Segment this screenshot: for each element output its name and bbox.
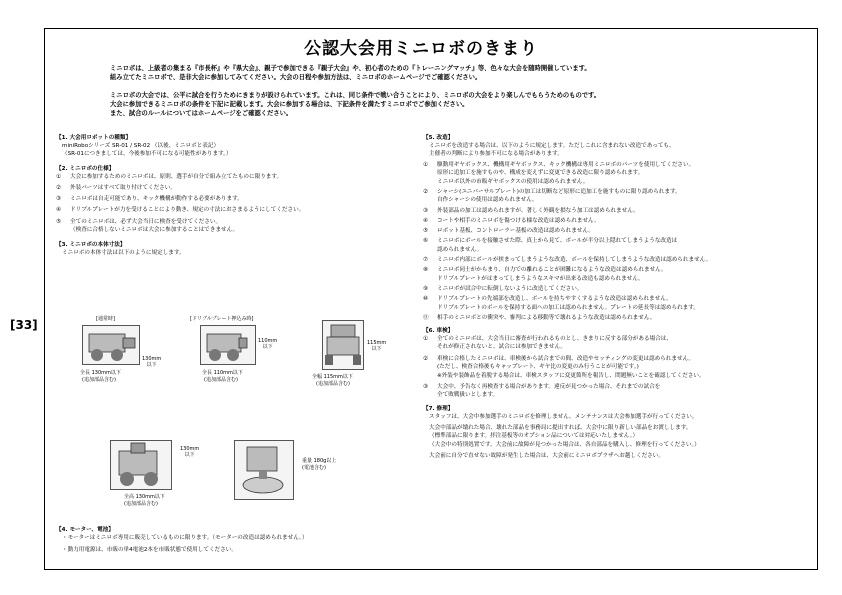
- list-item: ① 駆動用ギヤボックス、機構用ギヤボックス、キック機構は専用ミニロボのパーツを使用してください。: [423, 161, 695, 168]
- dimension-label: 130mm 以下: [180, 446, 200, 458]
- section-1-heading: 【1. 大会用ロボットの種類】: [56, 135, 132, 141]
- list-item: ① 全てのミニロボは、大会当日に審査が行われるものとし、きまりに反する部分がある場合は、: [423, 335, 672, 342]
- figure-caption: (追加部品含む): [316, 381, 350, 387]
- list-item: ⑤ ロボット基板、コントローラー基板の改造は認められません。: [423, 228, 594, 235]
- robot-pressed-photo: [200, 325, 256, 365]
- page-number: [33]: [10, 318, 38, 332]
- list-item-sub: ミニロボ以外の市販ギヤボックスの使用は認められません。: [437, 178, 589, 185]
- section-1-line: miniRoboシリーズ SR-01 / SR-02 （以後、ミニロボと表記）: [62, 143, 220, 150]
- list-item-sub: 全て敗戦扱いとします。: [437, 392, 499, 399]
- section-3-heading: 【3. ミニロボの本体寸法】: [56, 241, 126, 248]
- figure-caption: 全幅 115mm以下: [312, 374, 353, 380]
- list-item: ⑨ ミニロボが試合中に転倒しないように改造してください。: [423, 286, 583, 293]
- figure-caption: (追加部品含む): [82, 377, 116, 383]
- section-2-heading: 【2. ミニロボの仕様】: [56, 165, 115, 172]
- intro-line-4: 大会に参加できるミニロボの条件を下記に記載します。大会に参加する場合は、下記条件を満たすミニロボでご参加ください。: [110, 101, 469, 108]
- list-item-sub: 認められません。: [437, 246, 483, 253]
- list-item-sub: ドリブルプレートのボールを保持する面への加工は認められません。プレートの延長等は認められます。: [437, 305, 700, 312]
- list-item: ② 外装パーツはすべて取り付けてください。: [56, 185, 176, 192]
- list-item-sub: 自作シャーシの使用は認められません。: [437, 197, 538, 204]
- intro-line-1: ミニロボは、上級者の集まる『市長杯』や『県大会』、親子で参加できる『親子大会』や、初心者のための『トレーニングマッチ』等、色々な大会を随時開催しています。: [110, 65, 591, 72]
- list-item: ⑥ ミニロボにボールを接触させた際、真上から見て、ボールが半分以上隠れてしまうような改造は: [423, 238, 678, 245]
- section-6-heading: 【6. 車検】: [423, 327, 454, 334]
- section-1-line: （SR-01につきましては、今後参加不可になる可能性があります。）: [62, 151, 232, 158]
- section-4: [56, 524, 416, 555]
- section-3-intro: ミニロボの本体寸法は以下のように規定します。: [62, 249, 185, 256]
- section-7-line: 大会前に自分で直せない故障が発生した場合は、大会前にミニロボプラザへお越しください。: [429, 452, 664, 459]
- section-7-line: （標準部品に限ります。拝注基板等のオプション品については対応いたしません。）: [429, 433, 639, 440]
- section-4-heading: 【4. モーター、電池】: [56, 527, 114, 533]
- page-title: 公認大会用ミニロボのきまり: [304, 39, 538, 59]
- list-item: ② シャーシ(ユニバーサルプレート)の加工は切断など原形に追加工を施すものに限り認められます。: [423, 188, 681, 195]
- list-item: ④ コートや相手のミニロボを傷つける様な改造は認められません。: [423, 217, 600, 224]
- section-7-heading: 【7. 修理】: [423, 405, 454, 412]
- figure-caption: 重量 180g以上: [302, 458, 337, 464]
- list-item: ③ 外装部品の加工は認められますが、著しく外観を損なう加工は認められません。: [423, 207, 639, 214]
- list-item: ② 車検に合格したミニロボは、車検後から試合までの間、改造やセッティングの変更は認められません。: [423, 355, 695, 362]
- list-item-sub: （検査に合格しないミニロボは大会に参加することはできません。: [70, 227, 239, 234]
- robot-weight-photo: [234, 440, 294, 500]
- figure-caption: (電池含む): [302, 465, 326, 471]
- figure-caption: 全長 130mm以下: [80, 370, 121, 376]
- intro-line-2: 組み立てたミニロボで、是非大会に参加してみてください。大会の日程や参加方法は、ミニロボのホームページでご確認ください。: [110, 74, 482, 81]
- section-4-line: ・動力用電源は、市販の単4電池2本を市販状態で使用してください。: [62, 547, 237, 554]
- list-item-sub: ドリブルプレートがはまってしまうようなスキマが出来る改造も認められません。: [437, 276, 644, 283]
- figure-caption: 全高 130mm以下: [124, 494, 165, 500]
- intro-line-3: ミニロボの大会では、公平に試合を行うためにきまりが設けられています。これは、同じ条件で戦い合うことにより、ミニロボの大会をより楽しんでもらうためのものです。: [110, 92, 601, 99]
- section-5-heading: 【5. 改造】: [423, 135, 454, 141]
- figure-caption: (追加部品含む): [204, 377, 238, 383]
- section-5-intro: ミニロボを改造する場合は、以下のように規定します。ただしこれに含まれない改造であっても、: [429, 143, 675, 150]
- list-item: ④ ドリブルプレートが力を受けることにより動き、規定の寸法におさまるようにしてください。: [56, 207, 305, 214]
- list-item-sub: ※外装や装飾品を着脱する場合は、車検スタッフに変更箇所を報告し、問題無いことを確認してください。: [437, 372, 705, 379]
- left-column: [56, 132, 406, 257]
- figure-label: [ドリブルプレート押込み時]: [190, 316, 254, 322]
- list-item: ⑩ ドリブルプレートの先端部を改造し、ボールを持ちやすくするような改造は認められません。: [423, 296, 672, 303]
- dimension-label: 130mm 以下: [142, 356, 162, 368]
- figure-label: [通常時]: [96, 316, 115, 322]
- list-item-sub: それが修正されないと、試合には参加できません。: [437, 344, 566, 351]
- dimension-label: 110mm 以下: [258, 338, 278, 350]
- right-column: [423, 132, 813, 460]
- dimension-label: 115mm 以下: [367, 340, 387, 352]
- section-7-line: （大会中の特別処置です。大会前に故障が見つかった場合は、各自部品を購入し、修理を行ってください。）: [429, 441, 700, 448]
- robot-height-photo: [110, 440, 172, 490]
- figure-caption: (追加部品含む): [124, 501, 158, 507]
- dimension-figures: [62, 316, 412, 526]
- section-7-line: スタッフは、大会中参加選手のミニロボを修理しません。メンテナンスは大会参加選手が行ってください。: [429, 413, 698, 420]
- list-item: ① 大会に参加するためのミニロボは、原則、選手が自分で組み立てたものに限ります。: [56, 173, 283, 180]
- list-item: ⑤ 全てのミニロボは、必ず大会当日に検査を受けてください。: [56, 218, 222, 225]
- section-7-line: 大会中部品が壊れた場合、壊れた部品を事務局に提出すれば、大会中に限り新しい部品をお渡しします。: [429, 425, 692, 432]
- list-item: ③ ミニロボは自走可能であり、キック機構が動作する必要があります。: [56, 196, 243, 203]
- list-item: ⑪ 相手のミニロボとの衝突や、審判による移動等で壊れるような改造は認められません。: [423, 315, 656, 322]
- intro-line-5: また、試合のルールについてはホームページをご確認ください。: [110, 110, 293, 117]
- list-item: ⑦ ミニロボ内部にボールが挟まってしまうような改造、ボールを保持してしまうような改造は認められません。: [423, 257, 712, 264]
- section-5-intro: 主催者の判断により参加不可になる場合があります。: [429, 151, 563, 158]
- list-item: ⑧ ミニロボ同士がからまり、自力での離れることが困難になるような改造は認められません。: [423, 267, 667, 274]
- list-item: ③ 大会中、予告なく再検査する場合があります。違反が見つかった場合、それまでの試合を: [423, 383, 661, 390]
- section-4-line: ・モーターはミニロボ専用に販売しているものに限ります。（モーターの改造は認められません。）: [62, 535, 308, 542]
- figure-caption: 全長 110mm以下: [202, 370, 243, 376]
- robot-side-photo: [82, 325, 140, 365]
- robot-front-photo: [322, 320, 364, 370]
- list-item-sub: 原形に追加工を施すものや、構成を変えずに変更できる改造に限り認められます。: [437, 170, 644, 177]
- list-item-sub: (ただし、検査合格後もキャップレート、ギヤ比の変更のみ行うことが可能です。): [437, 364, 639, 371]
